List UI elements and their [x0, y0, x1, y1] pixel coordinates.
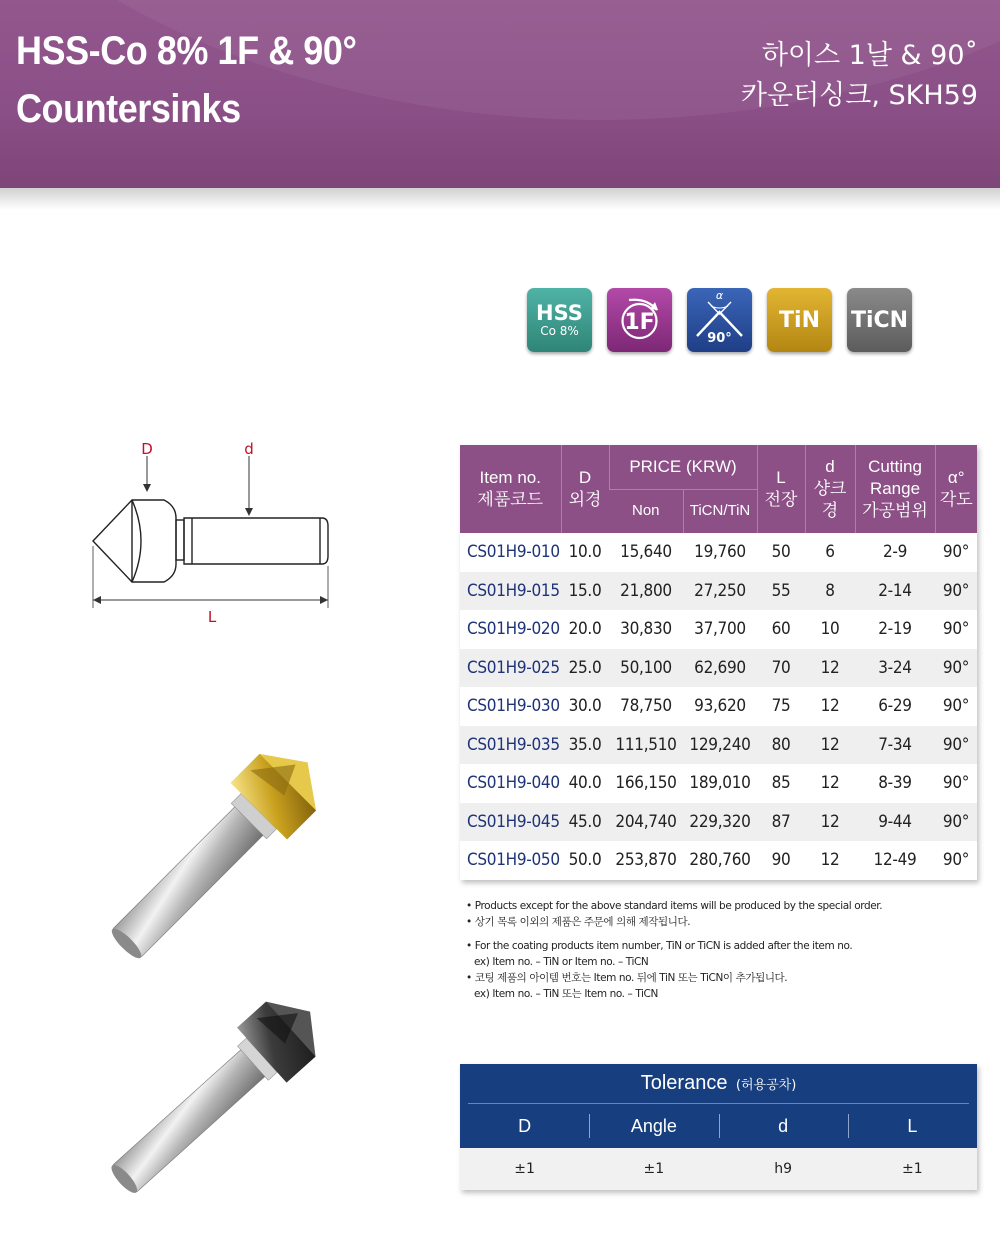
tin-coating-badge-icon — [767, 288, 832, 352]
title-en-line1: HSS-Co 8% 1F & 90° — [16, 29, 357, 73]
header-L-en: L — [776, 468, 786, 487]
cell-angle: 90° — [935, 803, 977, 842]
header-item-no-ko: 제품코드 — [477, 490, 544, 509]
cell-range: 2-19 — [855, 610, 935, 649]
cell-D: 25.0 — [561, 649, 609, 688]
cell-code: CS01H9-015 — [460, 572, 561, 611]
cell-range: 2-9 — [855, 533, 935, 572]
title-ko-line1: 하이스 1날 & 90˚ — [761, 40, 978, 71]
cell-non: 204,740 — [609, 803, 683, 842]
header-d — [805, 445, 855, 533]
header-item-no — [460, 445, 561, 533]
cell-L: 87 — [757, 803, 805, 842]
cell-D: 45.0 — [561, 803, 609, 842]
tin-countersink-photo — [70, 735, 350, 985]
cell-angle: 90° — [935, 687, 977, 726]
note-coating-ko: • 코팅 제품의 아이템 번호는 Item no. 뒤에 TiN 또는 TiCN이 추가됩니다. — [466, 972, 788, 984]
tolerance-title — [460, 1072, 977, 1095]
table-row — [460, 803, 977, 842]
cell-code: CS01H9-050 — [460, 841, 561, 880]
cell-L: 70 — [757, 649, 805, 688]
tolerance-value-D: ±1 — [514, 1161, 535, 1177]
ticn-coating-badge-icon — [847, 288, 912, 352]
cell-non: 253,870 — [609, 841, 683, 880]
cell-code: CS01H9-040 — [460, 764, 561, 803]
title-en-line2: Countersinks — [16, 87, 241, 131]
ticn-countersink-photo — [72, 985, 352, 1215]
tolerance-header — [460, 1064, 977, 1148]
tolerance-title-ko: (허용공차) — [735, 1078, 797, 1093]
cell-coat: 27,250 — [683, 572, 757, 611]
badge-hss-label: HSS — [536, 301, 583, 325]
cell-angle: 90° — [935, 649, 977, 688]
countersink-outline — [93, 500, 328, 582]
header-L — [757, 445, 805, 533]
tolerance-table — [460, 1064, 977, 1190]
header-price-coated: TiCN/TiN — [683, 489, 757, 533]
table-row — [460, 572, 977, 611]
cell-non: 15,640 — [609, 533, 683, 572]
cell-D: 35.0 — [561, 726, 609, 765]
header-range-line1: Cutting — [868, 457, 922, 476]
cell-range: 2-14 — [855, 572, 935, 611]
cell-angle: 90° — [935, 841, 977, 880]
label-D: D — [141, 440, 153, 458]
note-coating-example-ko: ex) Item no. – TiN 또는 Item no. – TiCN — [474, 988, 658, 1000]
cell-non: 111,510 — [609, 726, 683, 765]
cell-coat: 229,320 — [683, 803, 757, 842]
header-angle-ko: 각도 — [939, 490, 973, 509]
cell-non: 50,100 — [609, 649, 683, 688]
header-range-line2: Range — [869, 479, 921, 498]
product-title-en — [16, 22, 356, 138]
badge-alpha-label: α — [715, 289, 724, 302]
header-D-en: D — [578, 468, 592, 487]
header-item-no-en: Item no. — [479, 468, 541, 487]
cell-L: 55 — [757, 572, 805, 611]
table-row — [460, 687, 977, 726]
cell-code: CS01H9-045 — [460, 803, 561, 842]
cell-angle: 90° — [935, 533, 977, 572]
cell-d: 12 — [805, 803, 855, 842]
angle-90-badge-icon — [687, 288, 752, 352]
cell-D: 20.0 — [561, 610, 609, 649]
note-special-order-ko: • 상기 목록 이외의 제품은 주문에 의해 제작됩니다. — [466, 916, 691, 928]
cell-L: 80 — [757, 726, 805, 765]
cell-coat: 93,620 — [683, 687, 757, 726]
header-d-ko: 샹크경 — [813, 479, 847, 520]
order-notes — [466, 898, 986, 1002]
cell-L: 50 — [757, 533, 805, 572]
header-d-en: d — [825, 457, 835, 476]
cell-range: 3-24 — [855, 649, 935, 688]
cell-coat: 37,700 — [683, 610, 757, 649]
cell-D: 30.0 — [561, 687, 609, 726]
tolerance-value-d: h9 — [774, 1161, 793, 1177]
cell-non: 166,150 — [609, 764, 683, 803]
cell-d: 12 — [805, 841, 855, 880]
cell-coat: 19,760 — [683, 533, 757, 572]
header-D — [561, 445, 609, 533]
tolerance-col-d: d — [719, 1104, 848, 1148]
cell-d: 12 — [805, 764, 855, 803]
tolerance-col-angle: Angle — [589, 1104, 718, 1148]
hss-badge-icon — [527, 288, 592, 352]
product-title-ko — [741, 36, 978, 116]
note-special-order-en: • Products except for the above standard items will be produced by the special order. — [466, 900, 883, 912]
badge-hss-sublabel: Co 8% — [540, 324, 579, 338]
label-d: d — [244, 440, 254, 458]
cell-code: CS01H9-035 — [460, 726, 561, 765]
tolerance-title-en: Tolerance — [640, 1072, 728, 1094]
table-row — [460, 649, 977, 688]
cell-non: 30,830 — [609, 610, 683, 649]
cell-code: CS01H9-010 — [460, 533, 561, 572]
cell-d: 12 — [805, 649, 855, 688]
cell-L: 90 — [757, 841, 805, 880]
tolerance-columns — [460, 1104, 977, 1148]
cell-d: 10 — [805, 610, 855, 649]
note-coating-en: • For the coating products item number, TiN or TiCN is added after the item no. — [466, 940, 853, 952]
banner-shadow — [0, 188, 1000, 210]
header-price: PRICE (KRW) — [609, 445, 757, 489]
header-price-non: Non — [609, 489, 683, 533]
cell-L: 85 — [757, 764, 805, 803]
tolerance-col-D: D — [518, 1116, 532, 1136]
header-angle-en: α° — [947, 468, 965, 487]
D-arrow — [143, 484, 151, 492]
cell-L: 60 — [757, 610, 805, 649]
tolerance-values — [460, 1148, 977, 1190]
cell-angle: 90° — [935, 610, 977, 649]
header-banner — [0, 0, 1000, 188]
cell-L: 75 — [757, 687, 805, 726]
cell-d: 12 — [805, 687, 855, 726]
cell-d: 6 — [805, 533, 855, 572]
price-table — [460, 445, 977, 880]
badge-angle-label: 90° — [707, 331, 732, 346]
feature-badges — [527, 288, 912, 352]
cell-D: 50.0 — [561, 841, 609, 880]
cell-coat: 189,010 — [683, 764, 757, 803]
cell-D: 40.0 — [561, 764, 609, 803]
cell-code: CS01H9-020 — [460, 610, 561, 649]
cell-code: CS01H9-030 — [460, 687, 561, 726]
cell-non: 78,750 — [609, 687, 683, 726]
title-ko-line2: 카운터싱크, SKH59 — [740, 80, 978, 111]
table-row — [460, 533, 977, 572]
cell-d: 12 — [805, 726, 855, 765]
header-D-ko: 외경 — [568, 490, 602, 509]
header-L-ko: 전장 — [764, 490, 798, 509]
cell-non: 21,800 — [609, 572, 683, 611]
header-angle — [935, 445, 977, 533]
cell-range: 8-39 — [855, 764, 935, 803]
cell-range: 9-44 — [855, 803, 935, 842]
cell-range: 12-49 — [855, 841, 935, 880]
tolerance-value-angle: ±1 — [643, 1161, 665, 1177]
cell-D: 15.0 — [561, 572, 609, 611]
cell-range: 7-34 — [855, 726, 935, 765]
cell-coat: 129,240 — [683, 726, 757, 765]
badge-1f-label: 1F — [624, 309, 655, 335]
cell-D: 10.0 — [561, 533, 609, 572]
cell-angle: 90° — [935, 764, 977, 803]
table-row — [460, 610, 977, 649]
tolerance-value-L: ±1 — [902, 1161, 923, 1177]
cell-angle: 90° — [935, 572, 977, 611]
cell-range: 6-29 — [855, 687, 935, 726]
header-cutting-range — [855, 445, 935, 533]
label-L: L — [207, 608, 217, 626]
table-row — [460, 764, 977, 803]
table-row — [460, 841, 977, 880]
d-arrow — [245, 508, 253, 516]
badge-tin-label: TiN — [779, 307, 820, 333]
cell-coat: 280,760 — [683, 841, 757, 880]
header-range-ko: 가공범위 — [862, 501, 928, 520]
dimension-drawing — [80, 436, 350, 636]
cell-angle: 90° — [935, 726, 977, 765]
one-flute-badge-icon — [607, 288, 672, 352]
table-row — [460, 726, 977, 765]
tolerance-col-L: L — [848, 1104, 977, 1148]
cell-coat: 62,690 — [683, 649, 757, 688]
badge-ticn-label: TiCN — [850, 307, 909, 333]
cell-code: CS01H9-025 — [460, 649, 561, 688]
note-coating-example-en: ex) Item no. – TiN or Item no. – TiCN — [474, 956, 649, 968]
cell-d: 8 — [805, 572, 855, 611]
